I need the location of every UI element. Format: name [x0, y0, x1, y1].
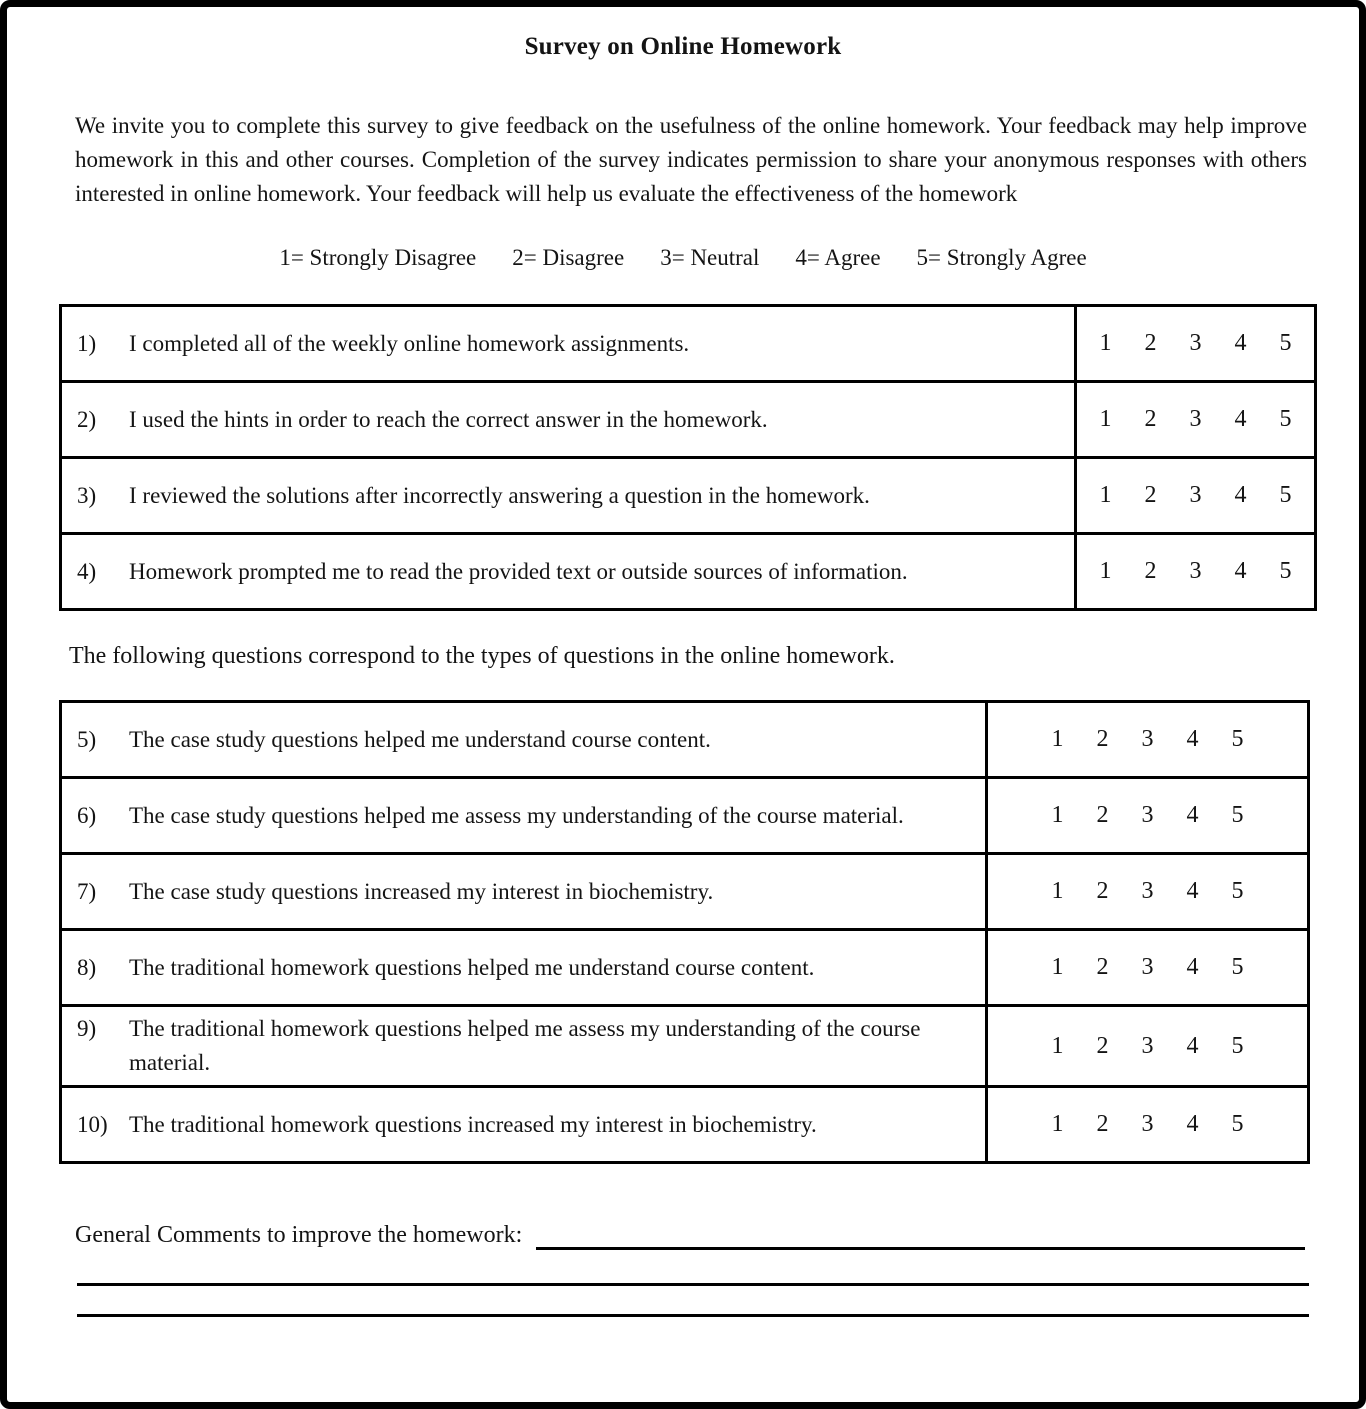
- rating-options: [989, 802, 1306, 829]
- rating-option-2[interactable]: 2: [1096, 1032, 1109, 1059]
- legend-item-disagree: 2= Disagree: [512, 245, 625, 270]
- rating-option-4[interactable]: 4: [1186, 802, 1199, 828]
- question-text: The traditional homework questions helped me assess my understanding of the course material.: [129, 1016, 921, 1075]
- rating-option-4[interactable]: 4: [1234, 330, 1247, 356]
- table-row: [61, 854, 1309, 930]
- comments-label: General Comments to improve the homework:: [75, 1222, 523, 1248]
- question-number: 8): [77, 954, 97, 980]
- rating-option-3[interactable]: 3: [1141, 726, 1154, 752]
- rating-option-2[interactable]: 2: [1096, 1111, 1109, 1137]
- question-text: Homework prompted me to read the provided text or outside sources of information.: [129, 558, 908, 584]
- rating-option-1[interactable]: 1: [1099, 558, 1112, 584]
- rating-option-5[interactable]: 5: [1279, 482, 1292, 508]
- rating-option-4[interactable]: 4: [1186, 878, 1199, 904]
- legend-item-strongly-agree: 5= Strongly Agree: [916, 245, 1087, 270]
- rating-option-3[interactable]: 3: [1189, 482, 1202, 508]
- rating-options: [989, 726, 1306, 753]
- rating-option-1[interactable]: 1: [1051, 878, 1064, 904]
- rating-option-5[interactable]: 5: [1231, 954, 1244, 980]
- rating-option-5[interactable]: 5: [1231, 726, 1244, 752]
- question-number: 7): [77, 878, 97, 904]
- comments-line-3[interactable]: [77, 1314, 1309, 1317]
- rating-option-3[interactable]: 3: [1189, 330, 1202, 356]
- rating-option-4[interactable]: 4: [1186, 726, 1199, 752]
- question-text: I completed all of the weekly online homework assignments.: [129, 330, 690, 356]
- rating-option-5[interactable]: 5: [1231, 878, 1244, 904]
- question-number: 4): [77, 558, 97, 584]
- table-row: [61, 382, 1316, 458]
- table-row: [61, 778, 1309, 854]
- page-title: Survey on Online Homework: [524, 33, 842, 60]
- rating-legend: [7, 245, 1359, 271]
- rating-option-2[interactable]: 2: [1096, 802, 1109, 828]
- rating-options: [989, 954, 1306, 981]
- rating-option-1[interactable]: 1: [1099, 406, 1112, 432]
- rating-options: [1078, 406, 1313, 433]
- table-row: [61, 306, 1316, 382]
- question-number: 9): [77, 1016, 97, 1041]
- comments-line-2[interactable]: [77, 1283, 1309, 1286]
- rating-option-2[interactable]: 2: [1144, 558, 1157, 584]
- question-number: 10): [77, 1111, 108, 1137]
- table-row: [61, 1087, 1309, 1163]
- rating-options: [989, 878, 1306, 905]
- intro-paragraph: We invite you to complete this survey to give feedback on the usefulness of the online homework. Your feedback may help improve homework in this and other courses. Completion of the survey indicates permission to share your anonymous responses with others interested in online homework. Your feedback will help us evaluate the effectiveness of the homework: [75, 113, 1307, 206]
- rating-option-5[interactable]: 5: [1279, 558, 1292, 584]
- question-text: I used the hints in order to reach the correct answer in the homework.: [129, 406, 768, 432]
- rating-option-5[interactable]: 5: [1231, 1111, 1244, 1137]
- rating-option-1[interactable]: 1: [1051, 1111, 1064, 1137]
- rating-option-4[interactable]: 4: [1186, 1111, 1199, 1137]
- rating-option-4[interactable]: 4: [1234, 406, 1247, 432]
- rating-option-4[interactable]: 4: [1186, 1032, 1199, 1059]
- rating-option-4[interactable]: 4: [1234, 482, 1247, 508]
- rating-option-1[interactable]: 1: [1099, 330, 1112, 356]
- rating-option-3[interactable]: 3: [1141, 954, 1154, 980]
- table-row: [61, 930, 1309, 1006]
- comments-section: [75, 1220, 1305, 1250]
- legend-item-strongly-disagree: 1= Strongly Disagree: [279, 245, 477, 270]
- section-note: The following questions correspond to the types of questions in the online homework.: [69, 643, 895, 669]
- questions-table-2: [59, 700, 1310, 1164]
- comments-input-line[interactable]: [536, 1221, 1305, 1250]
- rating-option-1[interactable]: 1: [1051, 954, 1064, 980]
- rating-option-3[interactable]: 3: [1141, 1032, 1154, 1059]
- question-number: 1): [77, 330, 97, 356]
- question-number: 3): [77, 482, 97, 508]
- rating-option-2[interactable]: 2: [1144, 330, 1157, 356]
- rating-option-3[interactable]: 3: [1189, 558, 1202, 584]
- rating-option-1[interactable]: 1: [1051, 726, 1064, 752]
- rating-option-5[interactable]: 5: [1279, 406, 1292, 432]
- rating-option-1[interactable]: 1: [1099, 482, 1112, 508]
- rating-option-2[interactable]: 2: [1096, 954, 1109, 980]
- table-row: [61, 702, 1309, 778]
- rating-option-4[interactable]: 4: [1186, 954, 1199, 980]
- table-row: [61, 458, 1316, 534]
- question-number: 6): [77, 802, 97, 828]
- questions-table-1: [59, 304, 1317, 611]
- rating-options: [1078, 330, 1313, 357]
- question-text: The case study questions helped me assess my understanding of the course material.: [129, 802, 904, 828]
- rating-option-5[interactable]: 5: [1231, 802, 1244, 828]
- legend-item-agree: 4= Agree: [795, 245, 881, 270]
- rating-options: [989, 1033, 1306, 1060]
- rating-option-1[interactable]: 1: [1051, 802, 1064, 828]
- rating-option-5[interactable]: 5: [1279, 330, 1292, 356]
- question-text: The traditional homework questions helped me understand course content.: [129, 954, 815, 980]
- legend-item-neutral: 3= Neutral: [660, 245, 760, 270]
- question-text: The traditional homework questions increased my interest in biochemistry.: [129, 1111, 817, 1137]
- question-text: The case study questions helped me understand course content.: [129, 726, 711, 752]
- rating-option-2[interactable]: 2: [1144, 406, 1157, 432]
- rating-option-3[interactable]: 3: [1141, 878, 1154, 904]
- rating-option-2[interactable]: 2: [1096, 878, 1109, 904]
- table-row: [61, 534, 1316, 610]
- rating-option-4[interactable]: 4: [1234, 558, 1247, 584]
- rating-option-2[interactable]: 2: [1144, 482, 1157, 508]
- rating-options: [1078, 482, 1313, 509]
- rating-option-3[interactable]: 3: [1141, 1111, 1154, 1137]
- rating-option-3[interactable]: 3: [1141, 802, 1154, 828]
- rating-options: [989, 1111, 1306, 1138]
- question-text: The case study questions increased my interest in biochemistry.: [129, 878, 714, 904]
- rating-option-2[interactable]: 2: [1096, 726, 1109, 752]
- rating-option-5[interactable]: 5: [1231, 1032, 1244, 1059]
- question-number: 2): [77, 406, 97, 432]
- rating-options: [1078, 558, 1313, 585]
- rating-option-1[interactable]: 1: [1051, 1032, 1064, 1059]
- question-text: I reviewed the solutions after incorrectly answering a question in the homework.: [129, 482, 870, 508]
- table-row: [61, 1006, 1309, 1087]
- rating-option-3[interactable]: 3: [1189, 406, 1202, 432]
- question-number: 5): [77, 726, 97, 752]
